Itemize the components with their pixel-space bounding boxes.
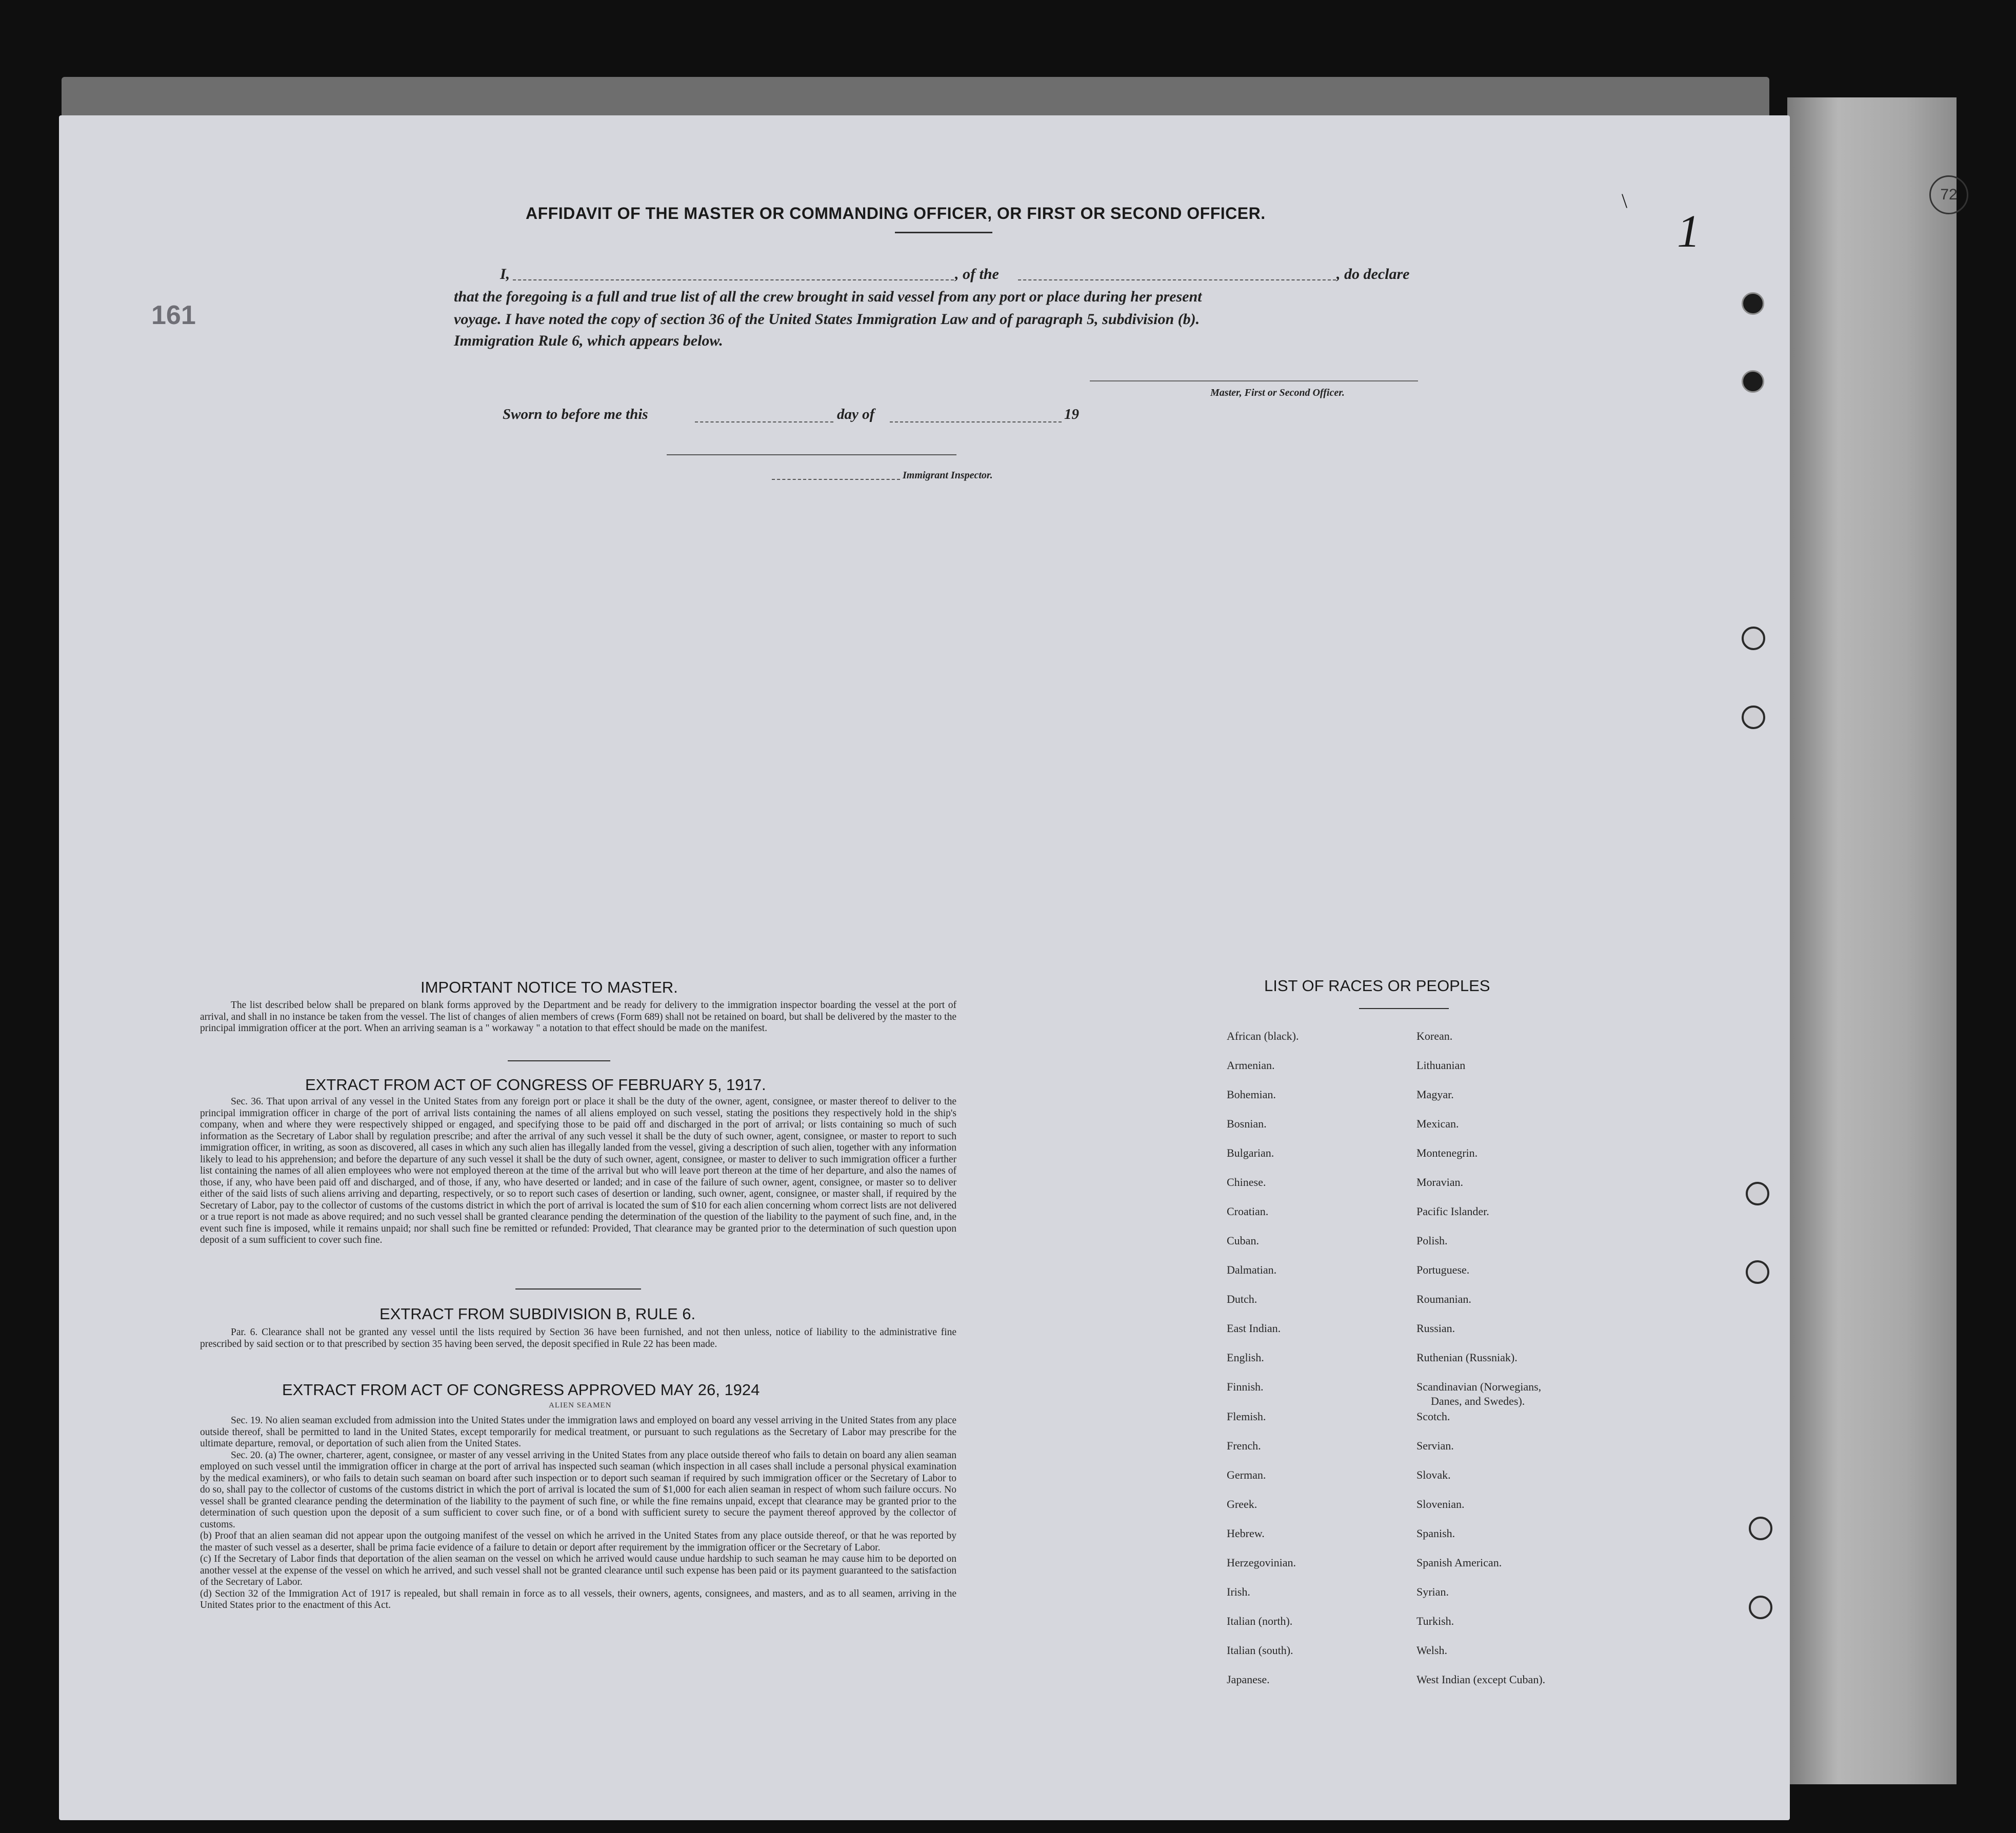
- race-item: Cuban.: [1227, 1234, 1259, 1247]
- sworn-text: Sworn to before me this: [503, 406, 648, 422]
- notice-text: The list described below shall be prepared on blank forms approved by the Department and be ready for delivery to the immigration inspector boarding the vessel at the port of arrival, and shall in no instance be taken from the vessel. The list of changes of alien members of crews (Form 689) shall not be retained on board, but shall be delivered by the master to the principal immigration officer at the port. When an arriving seaman is a " workaway " a notation to that effect should be made on the manifest.: [200, 1000, 956, 1034]
- race-item: Slovenian.: [1416, 1498, 1465, 1510]
- race-item: Moravian.: [1416, 1176, 1464, 1189]
- tick-mark: \: [1622, 189, 1628, 212]
- race-item-continuation: Danes, and Swedes).: [1431, 1395, 1525, 1407]
- divider: [1359, 1008, 1449, 1009]
- race-item: Mexican.: [1416, 1117, 1459, 1130]
- affidavit-declare: , do declare: [1336, 266, 1410, 283]
- race-item: Ruthenian (Russniak).: [1416, 1351, 1518, 1364]
- affidavit-i: I,: [500, 266, 510, 283]
- affidavit-line-2: that the foregoing is a full and true list of all the crew brought in said vessel from any port or place during her present: [454, 288, 1202, 305]
- race-item: Greek.: [1227, 1498, 1257, 1510]
- race-item: Finnish.: [1227, 1380, 1264, 1393]
- extract-1924-subtitle: ALIEN SEAMEN: [549, 1401, 612, 1409]
- race-item: French.: [1227, 1439, 1261, 1452]
- divider: [895, 232, 992, 233]
- race-item: Spanish.: [1416, 1527, 1455, 1540]
- race-item: Flemish.: [1227, 1410, 1266, 1423]
- race-item: Spanish American.: [1416, 1556, 1502, 1569]
- extract-1917-text: Sec. 36. That upon arrival of any vessel in the United States from any foreign port or place it shall be the duty of the owner, agent, consignee, or master thereof to deliver to the principal immigration officer in charge of the port of arrival lists containing the names of all aliens employed on such vessel, stating the positions they respectively hold in the ship's company, when and where they were respectively shipped or engaged, and specifying those to be paid off and discharged in the port of arrival; or lists containing so much of such information as the Secretary of Labor shall by regulation prescribe; and after the arrival of any such vessel it shall be the duty of such owner, agent, consignee, or master to report to such immigration officer, in writing, as soon as discovered, all cases in which any such alien has illegally landed from the vessel, giving a description of such alien, together with any information likely to lead to his apprehension; and before the departure of any such vessel it shall be the duty of such owner, agent, consignee, or master to deliver to such immigration officer a further list containing the names of all alien employees who were not employed thereon at the time of the arrival but who will leave port thereon at the time of her departure, and also the names of those, if any, who have been paid off and discharged, and of those, if any, who have deserted or landed; and in case of the failure of such owner, agent, consignee, or master so to deliver either of the said lists of such aliens arriving and departing, respectively, or so to report such cases of desertion or landing, such owner, agent, consignee, or master shall, if required by the Secretary of Labor, pay to the collector of customs of the customs district in which the port of arrival is located the sum of $10 for each alien concerning whom correct lists are not delivered or a true report is not made as above required; and no such vessel shall be granted clearance pending the determination of the question of the liability to the payment of such fine, and, in the event such fine is imposed, while it remains unpaid; nor shall such fine be remitted or refunded: Provided, That clearance may be granted prior to the determination of such question upon deposit of a sum sufficient to cover such fine.: [200, 1096, 956, 1245]
- race-item: Lithuanian: [1416, 1059, 1466, 1072]
- race-item: West Indian (except Cuban).: [1416, 1673, 1546, 1686]
- extract-1924-body: [200, 1415, 956, 1612]
- inspector-signature-line: [667, 454, 956, 455]
- race-item: Dalmatian.: [1227, 1263, 1277, 1276]
- extract-rule6-text: Par. 6. Clearance shall not be granted any vessel until the lists required by Section 36 have been furnished, and not then unless, notice of liability to the administrative fine prescribed by said section or to that prescribed by section 35 having been served, the deposit specified in Rule 22 has been made.: [200, 1327, 956, 1349]
- sec-20c: (c) If the Secretary of Labor finds that deportation of the alien seaman on the vessel on which he arrived would cause undue hardship to such seaman he may cause him to be deported on another vessel at the expense of the vessel on which he arrived, and such vessel shall not be granted clearance until such expense has been paid or its payment guaranteed to the satisfaction of the Secretary of Labor.: [200, 1554, 956, 1587]
- name-blank: [513, 279, 954, 280]
- race-item: Slovak.: [1416, 1468, 1451, 1481]
- race-item: Hebrew.: [1227, 1527, 1265, 1540]
- race-item: Italian (north).: [1227, 1615, 1293, 1627]
- extract-1924-title: EXTRACT FROM ACT OF CONGRESS APPROVED MAY 26, 1924: [282, 1381, 760, 1399]
- race-item: Polish.: [1416, 1234, 1448, 1247]
- punch-hole: [1749, 1596, 1772, 1619]
- race-item: Roumanian.: [1416, 1293, 1471, 1305]
- signature-label: Master, First or Second Officer.: [1210, 387, 1345, 398]
- race-item: Bosnian.: [1227, 1117, 1267, 1130]
- handwritten-mark: 1: [1677, 206, 1700, 257]
- inspector-blank: [772, 479, 900, 480]
- race-item: African (black).: [1227, 1030, 1299, 1042]
- affidavit-line-4: Immigration Rule 6, which appears below.: [454, 332, 723, 349]
- race-item: English.: [1227, 1351, 1264, 1364]
- race-item: Scandinavian (Norwegians,: [1416, 1380, 1542, 1393]
- race-item: Turkish.: [1416, 1615, 1454, 1627]
- race-item: Italian (south).: [1227, 1644, 1293, 1657]
- race-item: Herzegovinian.: [1227, 1556, 1296, 1569]
- race-item: Portuguese.: [1416, 1263, 1470, 1276]
- extract-1917-title: EXTRACT FROM ACT OF CONGRESS OF FEBRUARY 5, 1917.: [305, 1076, 766, 1094]
- race-item: Welsh.: [1416, 1644, 1447, 1657]
- margin-number: 161: [151, 300, 196, 330]
- race-item: Pacific Islander.: [1416, 1205, 1489, 1218]
- circled-page-number: 72: [1929, 175, 1968, 214]
- day-of-text: day of: [837, 406, 875, 422]
- punch-hole: [1746, 1260, 1769, 1284]
- punch-hole: [1742, 706, 1765, 729]
- inspector-label: Immigrant Inspector.: [903, 470, 993, 481]
- race-item: Armenian.: [1227, 1059, 1275, 1072]
- race-item: Dutch.: [1227, 1293, 1257, 1305]
- race-item: Japanese.: [1227, 1673, 1270, 1686]
- year-prefix: 19: [1064, 406, 1079, 422]
- race-item: Chinese.: [1227, 1176, 1266, 1189]
- punch-hole: [1742, 292, 1764, 315]
- punch-hole: [1749, 1517, 1772, 1540]
- sec-19: Sec. 19. No alien seaman excluded from admission into the United States under the immigration laws and employed on board any vessel arriving in the United States from any place outside thereof, shall be permitted to land in the United States, except temporarily for medical treatment, or pursuant to such regulations as the Secretary of Labor may prescribe for the ultimate departure, removal, or deportation of such alien from the United States.: [200, 1415, 956, 1449]
- race-item: Croatian.: [1227, 1205, 1269, 1218]
- affidavit-title: AFFIDAVIT OF THE MASTER OR COMMANDING OFFICER, OR FIRST OR SECOND OFFICER.: [526, 204, 1266, 223]
- race-item: German.: [1227, 1468, 1266, 1481]
- divider: [515, 1288, 641, 1290]
- race-item: East Indian.: [1227, 1322, 1281, 1335]
- race-item: Scotch.: [1416, 1410, 1450, 1423]
- sec-20a: Sec. 20. (a) The owner, charterer, agent, consignee, or master of any vessel arriving in the United States from any place outside thereof who fails to detain on board any alien seaman employed on such vessel until the immigration officer in charge at the port of arrival has inspected such seaman (which inspection in all cases shall include a personal physical examination by the medical examiners), or who fails to detain such seaman on board after such inspection or to deport such seaman if required by such immigration officer or the Secretary of Labor to do so, shall pay to the collector of customs of the customs district in which the port of arrival is located the sum of $1,000 for each alien seaman in respect of whom such failure occurs. No vessel shall be granted clearance pending the determination of the liability to the payment of such fine, or while the fine remains unpaid, except that clearance may be granted prior to the determination of such question upon the deposit of a sum sufficient to cover such fine, or of a bond with sufficient surety to secure the payment thereof approved by the collector of customs.: [200, 1449, 956, 1530]
- punch-hole: [1746, 1182, 1769, 1205]
- punch-hole: [1742, 370, 1764, 393]
- race-item: Bulgarian.: [1227, 1146, 1274, 1159]
- adjacent-page-edge: [1787, 97, 1957, 1784]
- race-item: Korean.: [1416, 1030, 1453, 1042]
- race-item: Magyar.: [1416, 1088, 1454, 1101]
- sec-20d: (d) Section 32 of the Immigration Act of 1917 is repealed, but shall remain in force as to all vessels, their owners, agents, consignees, and masters, and as to all seamen, arriving in the United States prior to the enactment of this Act.: [200, 1588, 956, 1610]
- affidavit-line-3: voyage. I have noted the copy of section 36 of the United States Immigration Law and of paragraph 5, subdivision (b).: [454, 311, 1200, 328]
- race-item: Bohemian.: [1227, 1088, 1276, 1101]
- punch-hole: [1742, 627, 1765, 650]
- race-item: Servian.: [1416, 1439, 1454, 1452]
- day-blank: [695, 421, 833, 422]
- affidavit-of-the: , of the: [955, 266, 999, 283]
- extract-rule6-title: EXTRACT FROM SUBDIVISION B, RULE 6.: [380, 1305, 696, 1323]
- race-item: Irish.: [1227, 1585, 1250, 1598]
- signature-line: [1090, 380, 1418, 381]
- month-blank: [890, 421, 1062, 422]
- divider: [508, 1060, 610, 1061]
- races-title: LIST OF RACES OR PEOPLES: [1264, 977, 1490, 995]
- sec-20b: (b) Proof that an alien seaman did not appear upon the outgoing manifest of the vessel on which he arrived in the United States from any place outside thereof, or that he was reported by the master of such vessel as a deserter, shall be prima facie evidence of a failure to detain or deport after requirement by the immigration officer or the Secretary of Labor.: [200, 1530, 956, 1553]
- race-item: Montenegrin.: [1416, 1146, 1478, 1159]
- notice-title: IMPORTANT NOTICE TO MASTER.: [421, 978, 678, 996]
- vessel-blank: [1018, 279, 1336, 280]
- race-item: Syrian.: [1416, 1585, 1449, 1598]
- race-item: Russian.: [1416, 1322, 1455, 1335]
